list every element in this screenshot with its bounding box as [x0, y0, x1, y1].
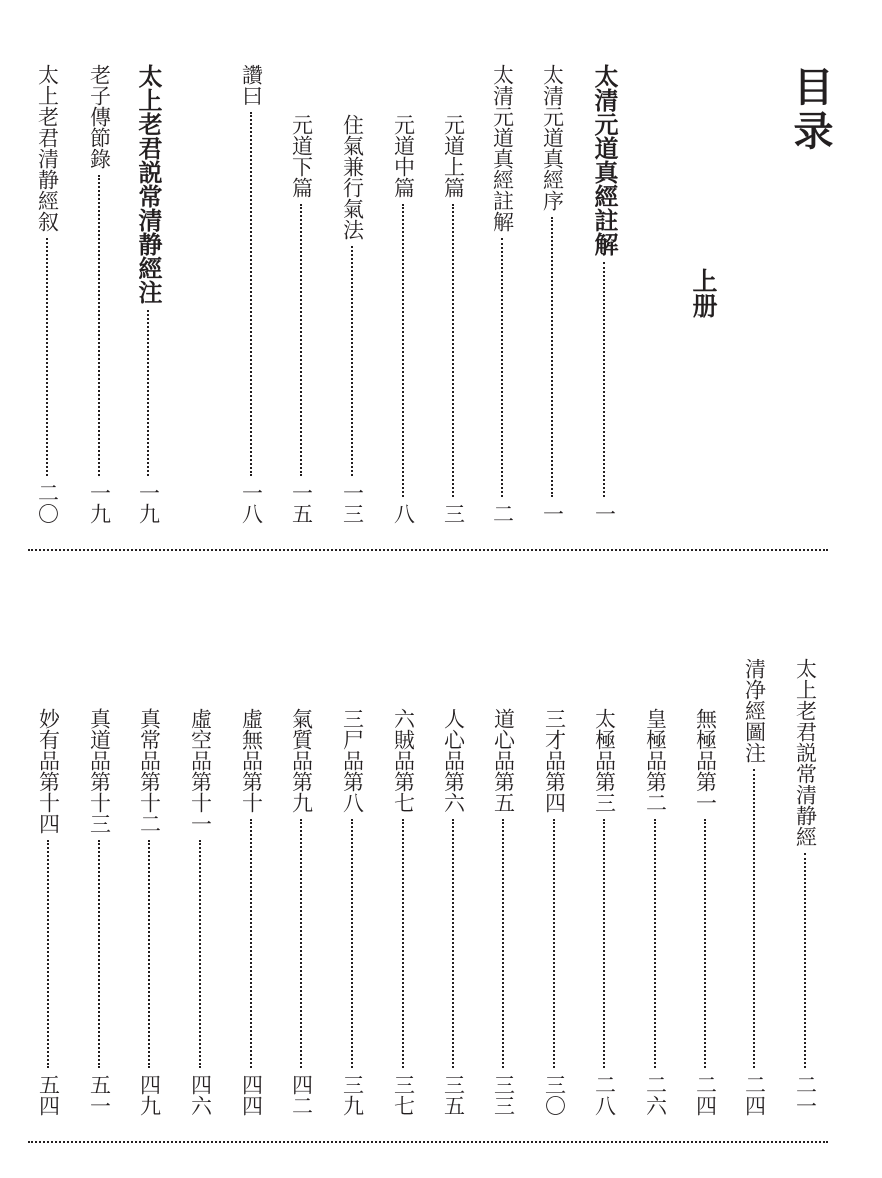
dot-leader	[603, 819, 605, 1068]
toc-upper-entry[interactable]	[388, 114, 418, 524]
page-number: 二	[490, 503, 515, 524]
page-number: 八	[391, 503, 416, 524]
page-number: 三〇	[542, 1074, 567, 1116]
dot-leader	[704, 819, 706, 1068]
page-number: 一八	[239, 482, 264, 524]
toc-lower-entry[interactable]	[790, 658, 820, 1116]
toc-lower-entry[interactable]	[438, 708, 468, 1116]
toc-lower-entry[interactable]	[286, 708, 316, 1116]
toc-lower-entry[interactable]	[185, 708, 215, 1116]
toc-lower-entry[interactable]	[589, 708, 619, 1116]
toc-upper-entry[interactable]	[286, 114, 316, 524]
page-number: 五四	[36, 1074, 61, 1116]
dot-leader	[551, 217, 553, 497]
page-number: 一九	[87, 482, 112, 524]
page-number: 二一	[793, 1074, 818, 1116]
toc-lower-entry[interactable]	[539, 708, 569, 1116]
dot-leader	[46, 238, 48, 476]
page-number: 一	[592, 503, 617, 524]
dot-leader	[603, 262, 605, 497]
entry-title: 無極品第一	[693, 708, 718, 813]
dot-leader	[402, 204, 404, 497]
toc-lower-entry[interactable]	[690, 708, 720, 1116]
entry-title: 妙有品第十四	[36, 708, 61, 834]
entry-title: 清净經圖注	[742, 658, 767, 763]
dot-leader	[452, 204, 454, 497]
page-number: 二八	[592, 1074, 617, 1116]
dot-leader	[553, 819, 555, 1068]
dot-leader	[199, 840, 201, 1068]
dot-leader	[502, 819, 504, 1068]
page-number: 三五	[441, 1074, 466, 1116]
entry-title: 道心品第五	[491, 708, 516, 813]
dot-leader	[250, 819, 252, 1068]
toc-lower-entry[interactable]	[84, 708, 114, 1116]
toc-lower-entry[interactable]	[388, 708, 418, 1116]
dot-leader	[351, 246, 353, 476]
page-number: 四二	[289, 1074, 314, 1116]
page-number: 一三	[340, 482, 365, 524]
dotted-separator-upper	[28, 549, 828, 551]
page-number: 二四	[693, 1074, 718, 1116]
entry-title: 太清元道真經註解	[490, 64, 515, 232]
entry-title: 太上老君説常清静經	[793, 658, 818, 847]
dot-leader	[753, 769, 755, 1068]
entry-title: 讚曰	[239, 64, 264, 106]
dot-leader	[147, 310, 149, 476]
toc-upper-entry[interactable]	[487, 64, 517, 524]
toc-upper-entry[interactable]	[236, 64, 266, 524]
page-number: 三九	[340, 1074, 365, 1116]
toc-lower-entry[interactable]	[33, 708, 63, 1116]
dot-leader	[351, 819, 353, 1068]
dot-leader	[98, 840, 100, 1068]
entry-title: 老子傳節錄	[87, 64, 112, 169]
entry-title: 太極品第三	[592, 708, 617, 813]
toc-lower-entry[interactable]	[337, 708, 367, 1116]
entry-title: 太上老君説常清静經注	[134, 64, 163, 304]
dot-leader	[501, 238, 503, 497]
page-number: 四九	[137, 1074, 162, 1116]
entry-title: 元道上篇	[441, 114, 466, 198]
dot-leader	[250, 112, 252, 476]
page-number: 四六	[188, 1074, 213, 1116]
entry-title: 六賊品第七	[391, 708, 416, 813]
entry-title: 太上老君清静經叙	[35, 64, 60, 232]
entry-title: 真常品第十二	[137, 708, 162, 834]
entry-title: 三才品第四	[542, 708, 567, 813]
page-number: 三三	[491, 1074, 516, 1116]
page-title: 目录	[787, 66, 834, 154]
entry-title: 太清元道真經序	[540, 64, 565, 211]
toc-upper-entry[interactable]	[84, 64, 114, 524]
dot-leader	[402, 819, 404, 1068]
page-number: 二〇	[35, 482, 60, 524]
entry-title: 真道品第十三	[87, 708, 112, 834]
entry-title: 太清元道真經註解	[590, 64, 619, 256]
dot-leader	[47, 840, 49, 1068]
toc-lower-entry[interactable]	[739, 658, 769, 1116]
toc-upper-entry[interactable]	[589, 64, 619, 524]
dot-leader	[654, 819, 656, 1068]
page-number: 四四	[239, 1074, 264, 1116]
toc-upper-entry[interactable]	[32, 64, 62, 524]
dot-leader	[452, 819, 454, 1068]
entry-title: 三尸品第八	[340, 708, 365, 813]
entry-title: 皇極品第二	[643, 708, 668, 813]
dot-leader	[804, 853, 806, 1068]
toc-upper-entry[interactable]	[438, 114, 468, 524]
entry-title: 虛無品第十	[239, 708, 264, 813]
entry-title: 住氣兼行氣法	[340, 114, 365, 240]
page-number: 二六	[643, 1074, 668, 1116]
page-number: 一九	[136, 482, 161, 524]
toc-lower-entry[interactable]	[236, 708, 266, 1116]
toc-lower-entry[interactable]	[134, 708, 164, 1116]
entry-title: 氣質品第九	[289, 708, 314, 813]
entry-title: 人心品第六	[441, 708, 466, 813]
toc-upper-entry[interactable]	[537, 64, 567, 524]
entry-title: 元道中篇	[391, 114, 416, 198]
entry-title: 元道下篇	[289, 114, 314, 198]
dot-leader	[300, 819, 302, 1068]
toc-lower-entry[interactable]	[488, 708, 518, 1116]
toc-upper-entry[interactable]	[337, 114, 367, 524]
page-number: 五一	[87, 1074, 112, 1116]
page-number: 二四	[742, 1074, 767, 1116]
entry-title: 虛空品第十一	[188, 708, 213, 834]
dot-leader	[300, 204, 302, 476]
toc-lower-entry[interactable]	[640, 708, 670, 1116]
dot-leader	[148, 840, 150, 1068]
page-number: 一五	[289, 482, 314, 524]
page-number: 三	[441, 503, 466, 524]
toc-upper-entry[interactable]	[133, 64, 163, 524]
page-number: 一	[540, 503, 565, 524]
page-number: 三七	[391, 1074, 416, 1116]
dotted-separator-lower	[28, 1141, 828, 1143]
dot-leader	[98, 175, 100, 476]
volume-label: 上册	[689, 268, 718, 318]
